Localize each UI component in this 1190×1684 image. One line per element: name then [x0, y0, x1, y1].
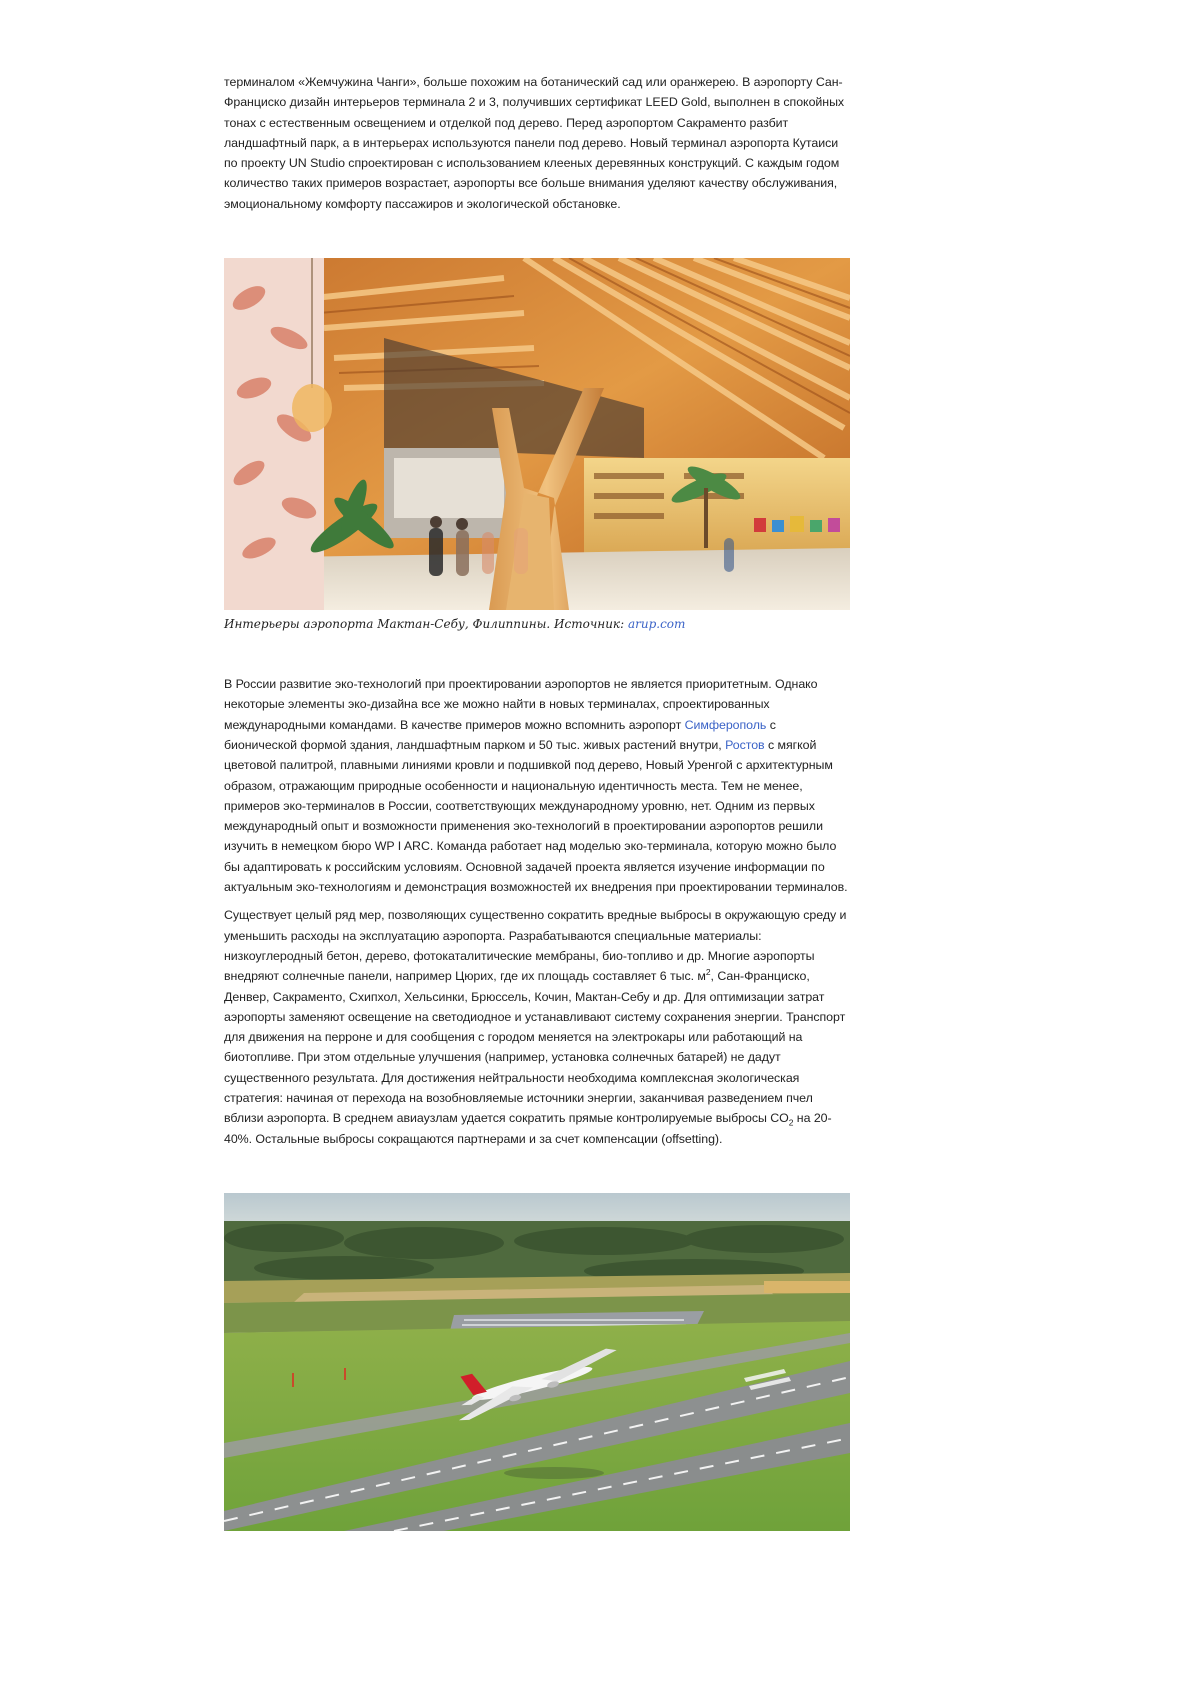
superscript-2: 2 — [705, 967, 711, 978]
runway-photo-illustration — [224, 1193, 850, 1531]
subscript-2: 2 — [788, 1117, 794, 1128]
intro-paragraph — [224, 72, 850, 214]
figure-interior — [224, 258, 850, 633]
measures-paragraph — [224, 905, 850, 1149]
russia-paragraph-text-2: с бионической формой здания, ландшафтным парком и 50 тыс. живых растений внутри, — [224, 717, 776, 752]
caption-text: Интерьеры аэропорта Мактан-Себу, Филиппины. Источник: — [224, 617, 628, 632]
russia-paragraph-text-3: с мягкой цветовой палитрой, плавными линиями кровли и подшивкой под дерево, Новый Уренгой с архитектурным образом, отражающим природные особенности и национальную идентичность места. Тем не менее, примеров эко-терминалов в России, соответствующих международному уровню, нет. Одним из первых международный опыт и возможности применения эко-технологий в проектировании аэропортов решили изучить в немецком бюро WP I ARC. Команда работает над моделью эко-терминала, которую можно было бы адаптировать к российским условиям. Основной задачей проекта является изучение информации по актуальным эко-технологиям и демонстрация возможностей их внедрения при проектировании терминалов. — [224, 737, 848, 895]
mactan-cebu-interior-photo — [224, 258, 850, 610]
airplane-takeoff-photo — [224, 1193, 850, 1531]
intro-paragraph-text: терминалом «Жемчужина Чанги», больше похожим на ботанический сад или оранжерею. В аэропорту Сан-Франциско дизайн интерьеров терминала 2 и 3, получивших сертификат LEED Gold, выполнен в спокойных тонах с естественным освещением и отделкой под дерево. Перед аэропортом Сакраменто разбит ландшафтный парк, а в интерьерах используются панели под дерево. Новый терминал аэропорта Кутаиси по проекту UN Studio спроектирован с использованием клееных деревянных конструкций. С каждым годом количество таких примеров возрастает, аэропорты все больше внимания уделяют качеству обслуживания, эмоциональному комфорту пассажиров и экологической обстановке. — [224, 75, 845, 211]
russia-paragraph-text-1: В России развитие эко-технологий при проектировании аэропортов не является приоритетным. Однако некоторые элементы эко-дизайна все же можно найти в новых терминалах, спроектированных международными командами. В качестве примеров можно вспомнить аэропорт — [224, 677, 818, 732]
measures-paragraph-text-1: Существует целый ряд мер, позволяющих существенно сократить вредные выбросы в окружающую среду и уменьшить расходы на эксплуатацию аэропорта. Разрабатываются специальные материалы: низкоуглеродный бетон, дерево, фотокаталитические мембраны, био-топливо и др. Многие аэропорты внедряют солнечные панели, например Цюрих, где их площадь составляет 6 тыс. м — [224, 908, 847, 984]
interior-photo-illustration — [224, 258, 850, 610]
measures-paragraph-text-3: на 20-40%. Остальные выбросы сокращаются партнерами и за счет компенсации (offsetting). — [224, 1111, 832, 1146]
figure-caption — [224, 615, 850, 633]
measures-paragraph-text-2: , Сан-Франциско, Денвер, Сакраменто, Схипхол, Хельсинки, Брюссель, Кочин, Мактан-Себу и др. Для оптимизации затрат аэропорты заменяют освещение на светодиодное и устанавливают систему сохранения энергии. Транспорт для движения на перроне и для сообщения с городом меняется на электрокары или работающий на биотопливе. При этом отдельные улучшения (например, установка солнечных батарей) не дадут существенного результата. Для достижения нейтральности необходима комплексная экологическая стратегия: начиная от перехода на возобновляемые источники энергии, заканчивая разведением пчел вблизи аэропорта. В среднем авиаузлам удается сократить прямые контролируемые выбросы CO — [224, 969, 846, 1126]
rostov-link[interactable]: Ростов — [725, 737, 765, 752]
russia-paragraph — [224, 674, 850, 897]
article-body — [224, 72, 850, 1531]
figure-runway — [224, 1193, 850, 1531]
caption-source-link[interactable]: arup.com — [627, 617, 686, 632]
simferopol-link[interactable]: Симферополь — [684, 717, 767, 732]
